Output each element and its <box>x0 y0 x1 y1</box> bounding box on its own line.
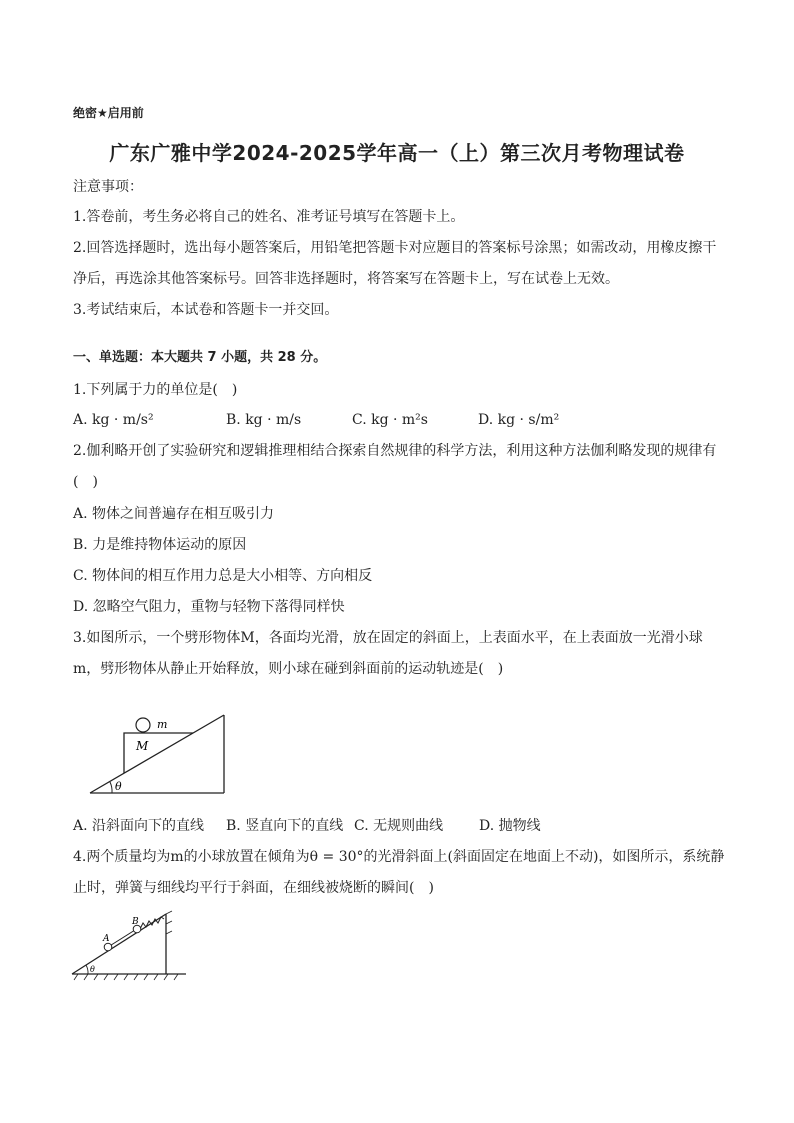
secret-label: 绝密★启用前 <box>73 106 144 120</box>
q3-option-c: C. 无规则曲线 <box>354 818 444 834</box>
q3-option-b: B. 竖直向下的直线 <box>226 818 344 834</box>
q2-option-d: D. 忽略空气阻力，重物与轻物下落得同样快 <box>73 599 345 615</box>
q2-option-b: B. 力是维持物体运动的原因 <box>73 537 247 553</box>
ball-b-label: B <box>132 917 139 927</box>
angle-label: θ <box>115 780 122 793</box>
question-3-stem-cont: m，劈形物体从静止开始释放，则小球在碰到斜面前的运动轨迹是( ) <box>73 661 504 677</box>
notes-heading: 注意事项： <box>73 179 143 195</box>
q1-option-d: D. kg · s/m² <box>478 412 560 428</box>
note-item: 3.考试结束后，本试卷和答题卡一并交回。 <box>73 302 339 318</box>
question-1-stem: 1.下列属于力的单位是( ) <box>73 382 238 398</box>
q1-option-c: C. kg · m²s <box>352 412 428 428</box>
question-3-stem: 3.如图所示，一个劈形物体M，各面均光滑，放在固定的斜面上，上表面水平，在上表面放一光滑小球 <box>73 630 703 646</box>
question-4-stem-cont: 止时，弹簧与细线均平行于斜面，在细线被烧断的瞬间( ) <box>73 880 434 896</box>
ball-a-label: A <box>103 934 110 944</box>
q1-option-a: A. kg · m/s² <box>73 412 154 428</box>
question-2-stem-cont: ( ) <box>73 474 98 490</box>
section-heading: 一、单选题：本大题共 7 小题，共 28 分。 <box>73 350 327 365</box>
wedge-incline-figure <box>85 706 230 802</box>
question-2-stem: 2.伽利略开创了实验研究和逻辑推理相结合探索自然规律的科学方法，利用这种方法伽利略发现的规律有 <box>73 443 717 459</box>
q2-option-a: A. 物体之间普遍存在相互吸引力 <box>73 506 275 522</box>
q2-option-c: C. 物体间的相互作用力总是大小相等、方向相反 <box>73 568 373 584</box>
angle-label: θ <box>90 965 95 974</box>
q3-option-a: A. 沿斜面向下的直线 <box>73 818 205 834</box>
q3-option-d: D. 抛物线 <box>479 818 541 834</box>
note-item: 净后，再选涂其他答案标号。回答非选择题时，将答案写在答题卡上，写在试卷上无效。 <box>73 271 619 287</box>
note-item: 1.答卷前，考生务必将自己的姓名、准考证号填写在答题卡上。 <box>73 209 465 225</box>
question-4-stem: 4.两个质量均为m的小球放置在倾角为θ = 30°的光滑斜面上(斜面固定在地面上不动)，如图所示，系统静 <box>73 849 725 865</box>
ball-label: m <box>157 718 168 731</box>
note-item: 2.回答选择题时，选出每小题答案后，用铅笔把答题卡对应题目的答案标号涂黑；如需改动，用橡皮擦干 <box>73 240 717 256</box>
q1-option-b: B. kg · m/s <box>226 412 302 428</box>
spring-incline-figure <box>70 910 190 982</box>
page-title: 广东广雅中学2024-2025学年高一（上）第三次月考物理试卷 <box>109 141 685 165</box>
wedge-label: M <box>136 739 149 753</box>
